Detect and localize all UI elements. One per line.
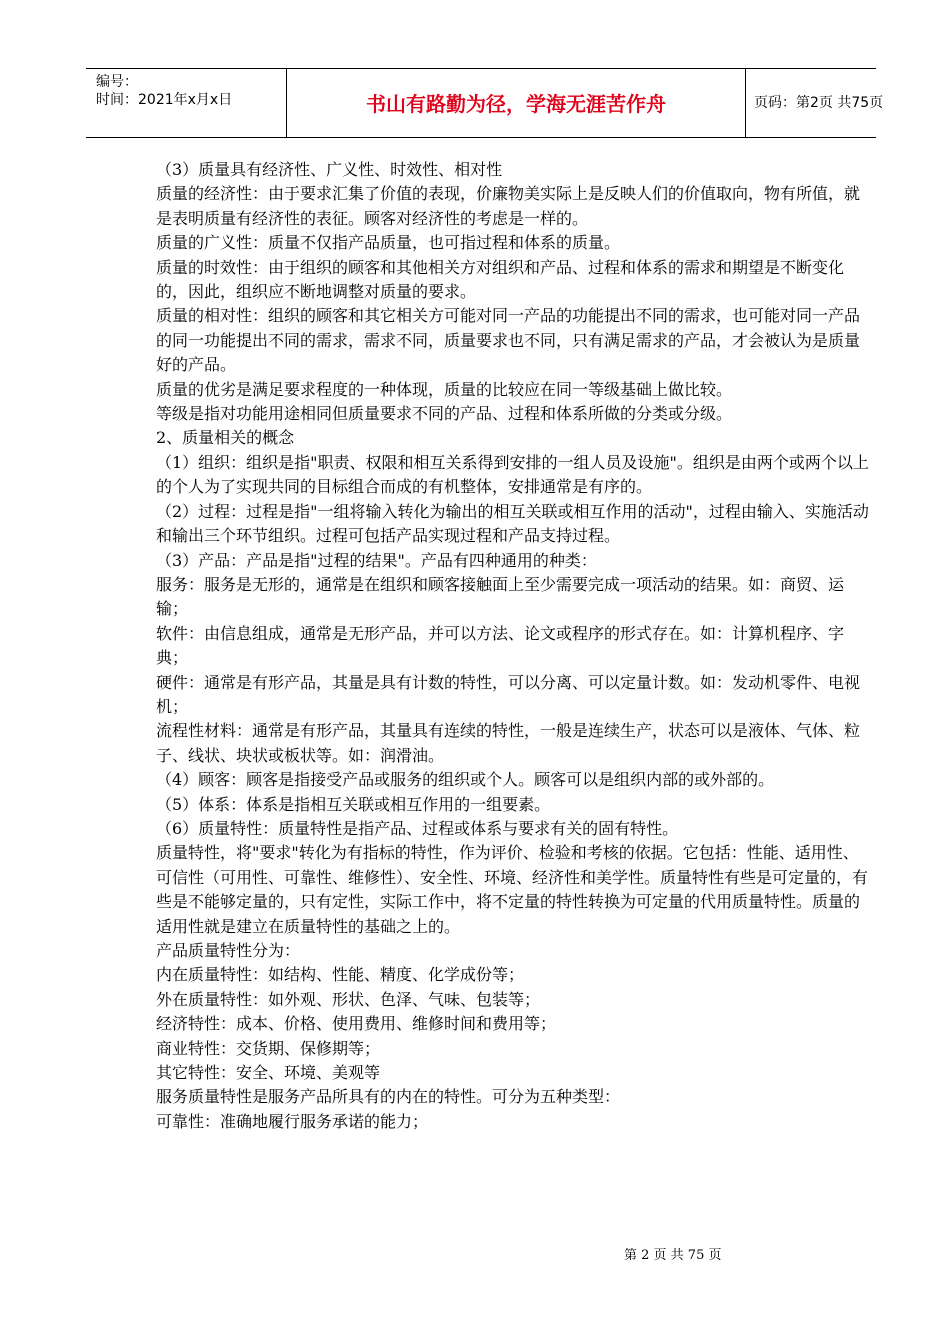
paragraph-grade: 等级是指对功能用途相同但质量要求不同的产品、过程和体系所做的分类或分级。 [156,404,733,424]
section-heading: 2、质量相关的概念 [156,428,295,448]
document-number-label: 编号： [96,74,138,90]
header-page-code: 页码：第2页 共75页 [754,95,884,111]
paragraph-economy: 质量的经济性：由于要求汇集了价值的表现，价廉物美实际上是反映人们的价值取向，物有所值，就是表明质量有经济性的表征。顾客对经济性的考虑是一样的。 [156,184,861,228]
paragraph-relativity: 质量的相对性：组织的顾客和其它相关方可能对同一产品的功能提出不同的需求，也可能对同一产品的同一功能提出不同的需求，需求不同，质量要求也不同，只有满足需求的产品，才会被认为是质量好的产品。 [156,306,861,375]
header-motto: 书山有路勤为径，学海无涯苦作舟 [366,92,666,116]
list-item: 可靠性：准确地履行服务承诺的能力； [156,1111,429,1131]
document-header [86,68,884,138]
paragraph-customer: （4）顾客：顾客是指接受产品或服务的组织或个人。顾客可以是组织内部的或外部的。 [156,770,775,790]
paragraph-service: 服务：服务是无形的，通常是在组织和顾客接触面上至少需要完成一项活动的结果。如：商贸、运输； [156,574,845,619]
paragraph-quality-characteristic: （6）质量特性：质量特性是指产品、过程或体系与要求有关的固有特性。 [156,818,679,838]
list-item: 外在质量特性：如外观、形状、色泽、气味、包装等； [156,989,541,1009]
paragraph-characteristic-detail: 质量特性，将"要求"转化为有指标的特性，作为评价、检验和考核的依据。它包括：性能、适用性、可信性（可用性、可靠性、维修性）、安全性、环境、经济性和美学性。质量特性有些是可定量的，有些是不能够定量的，只有定性，实际工作中，将不定量的特性转换为可定量的代用质量特性。质量的适用性就是建立在质量特性的基础之上的。 [156,843,869,936]
header-motto-cell [286,69,746,137]
list-item: 经济特性：成本、价格、使用费用、维修时间和费用等； [156,1014,557,1034]
list-item: 其它特性：安全、环境、美观等 [156,1063,381,1083]
paragraph-generality: 质量的广义性：质量不仅指产品质量，也可指过程和体系的质量。 [156,233,621,253]
document-body [156,158,872,1134]
paragraph-service-quality: 服务质量特性是服务产品所具有的内在的特性。可分为五种类型： [156,1087,621,1107]
header-info-cell [86,69,286,137]
document-time-label: 时间：2021年x月x日 [96,92,233,108]
paragraph-hardware: 硬件：通常是有形产品，其量是具有计数的特性，可以分离、可以定量计数。如：发动机零件、电视机； [156,672,861,716]
header-page-cell [746,69,884,137]
paragraph-processed-material: 流程性材料：通常是有形产品，其量具有连续的特性，一般是连续生产，状态可以是液体、气体、粒子、线状、块状或板状等。如：润滑油。 [156,721,861,765]
list-item: 商业特性：交货期、保修期等； [156,1038,381,1058]
list-item: 内在质量特性：如结构、性能、精度、化学成份等； [156,965,525,985]
paragraph-product: （3）产品：产品是指"过程的结果"。产品有四种通用的种类： [156,550,597,570]
paragraph-product-characteristics: 产品质量特性分为： [156,941,301,960]
paragraph-quality-comparison: 质量的优劣是满足要求程度的一种体现，质量的比较应在同一等级基础上做比较。 [156,379,733,399]
paragraph-software: 软件：由信息组成，通常是无形产品，并可以方法、论文或程序的形式存在。如：计算机程序、字典； [156,623,845,668]
paragraph-system: （5）体系：体系是指相互关联或相互作用的一组要素。 [156,794,551,814]
paragraph-timeliness: 质量的时效性：由于组织的顾客和其他相关方对组织和产品、过程和体系的需求和期望是不断变化的，因此，组织应不断地调整对质量的要求。 [156,257,845,302]
paragraph-process: （2）过程：过程是指"一组将输入转化为输出的相互关联或相互作用的活动"，过程由输入、实施活动和输出三个环节组织。过程可包括产品实现过程和产品支持过程。 [156,501,869,546]
page-footer: 第 2 页 共 75 页 [624,1248,722,1263]
section-heading: （3）质量具有经济性、广义性、时效性、相对性 [156,160,503,179]
paragraph-organization: （1）组织：组织是指"职责、权限和相互关系得到安排的一组人员及设施"。组织是由两个或两个以上的个人为了实现共同的目标组合而成的有机整体，安排通常是有序的。 [156,452,869,497]
